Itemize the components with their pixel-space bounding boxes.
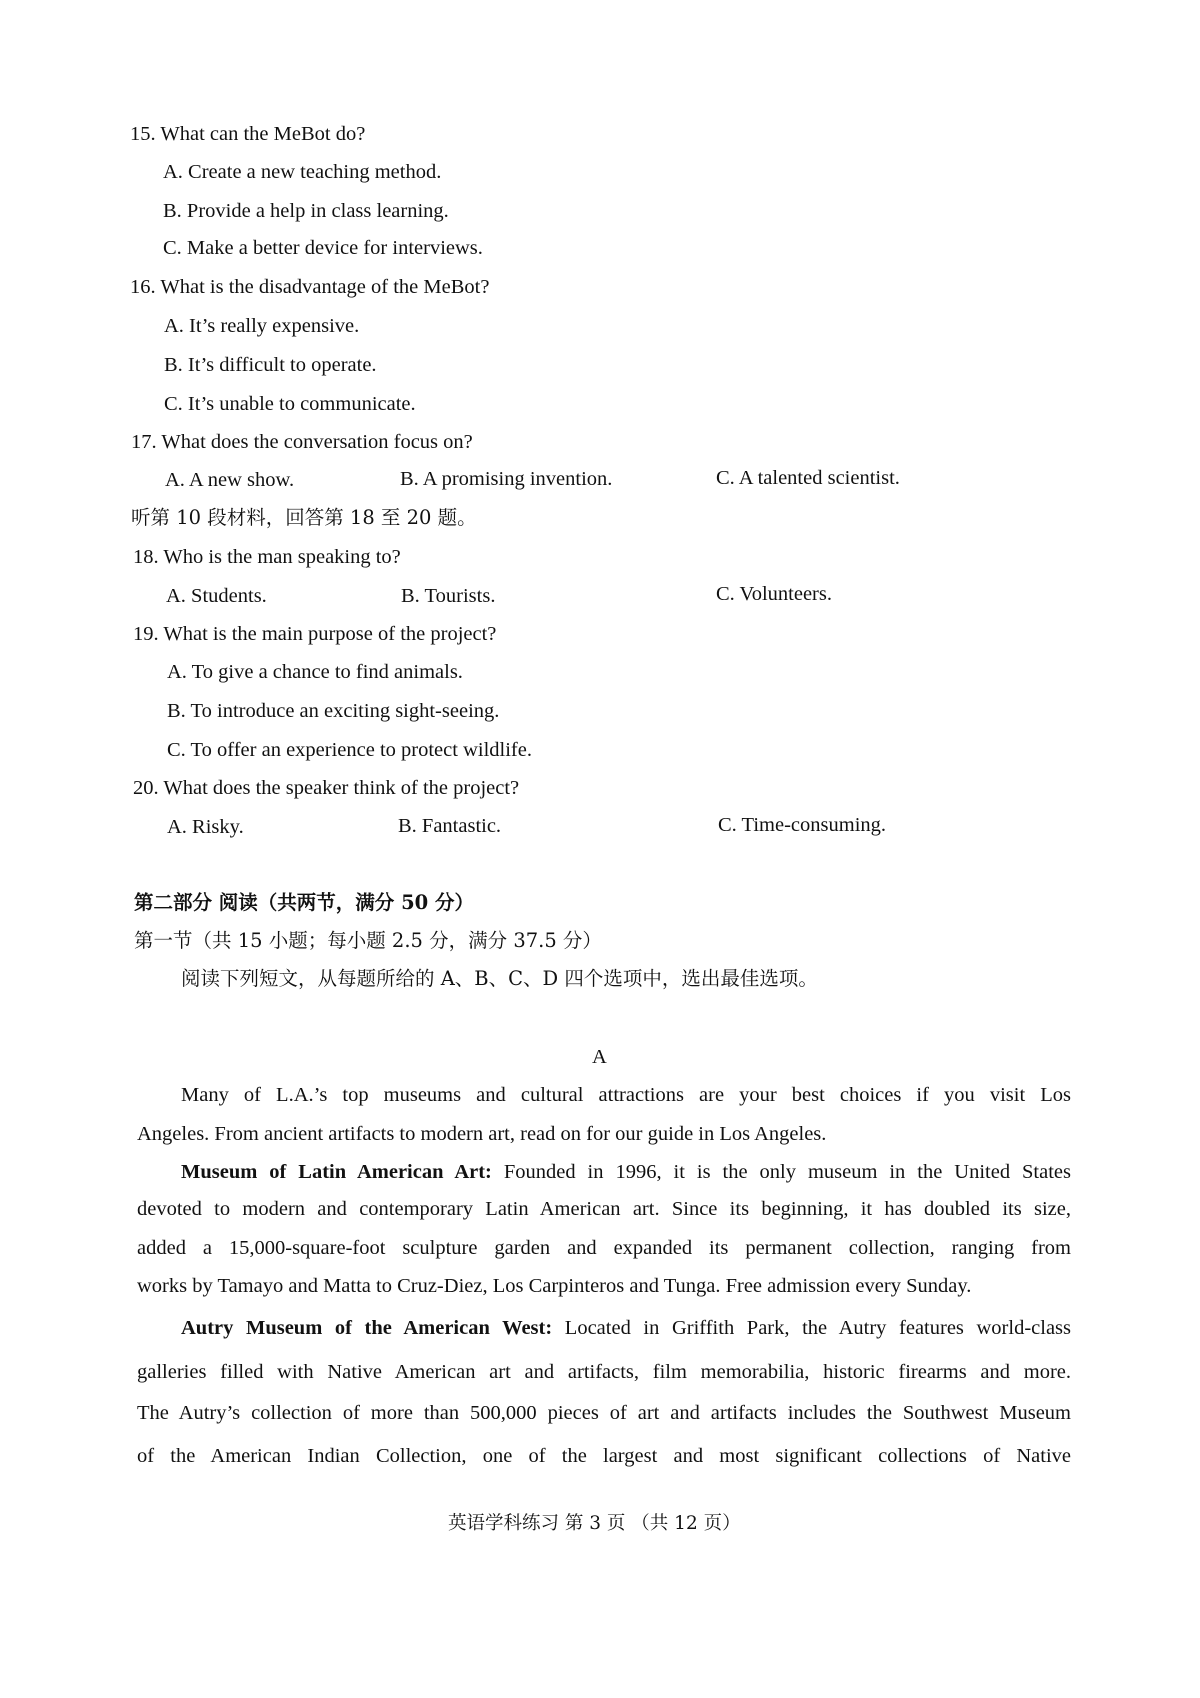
- museum-title: Autry Museum of the American West:: [181, 1317, 553, 1339]
- section-10-instruction: 听第 10 段材料，回答第 18 至 20 题。: [131, 506, 477, 529]
- option: B. To introduce an exciting sight-seeing.: [167, 700, 500, 722]
- option: B. A promising invention.: [400, 468, 613, 490]
- question-17: 17. What does the conversation focus on?: [131, 431, 473, 453]
- question-20: 20. What does the speaker think of the project?: [133, 777, 520, 799]
- passage-text: Located in Griffith Park, the Autry features world-class: [552, 1317, 1072, 1339]
- passage-line: devoted to modern and contemporary Latin American art. Since its beginning, it has doubled its size,: [137, 1198, 1071, 1220]
- option: B. Provide a help in class learning.: [163, 200, 449, 222]
- passage-line: works by Tamayo and Matta to Cruz-Diez, Los Carpinteros and Tunga. Free admission every Sunday.: [137, 1275, 972, 1297]
- question-15: 15. What can the MeBot do?: [130, 123, 366, 145]
- option: C. Volunteers.: [716, 583, 832, 605]
- option: C. A talented scientist.: [716, 467, 900, 489]
- option: C. It’s unable to communicate.: [164, 393, 416, 415]
- passage-line: The Autry’s collection of more than 500,000 pieces of art and artifacts includes the Southwest Museum: [137, 1402, 1071, 1424]
- option: B. It’s difficult to operate.: [164, 354, 377, 376]
- option: C. Time-consuming.: [718, 814, 887, 836]
- option: A. To give a chance to find animals.: [167, 661, 463, 683]
- passage-line: [181, 1316, 1071, 1340]
- option: A. Risky.: [167, 816, 244, 838]
- option: B. Fantastic.: [398, 815, 502, 837]
- option: A. It’s really expensive.: [164, 315, 360, 337]
- part-2-heading: 第二部分 阅读（共两节，满分 50 分）: [134, 891, 475, 914]
- museum-title: Museum of Latin American Art:: [181, 1161, 492, 1183]
- passage-line: galleries filled with Native American art and artifacts, film memorabilia, historic firearms and more.: [137, 1361, 1071, 1383]
- passage-line: of the American Indian Collection, one of the largest and most significant collections of Native: [137, 1445, 1071, 1467]
- option: C. Make a better device for interviews.: [163, 237, 483, 259]
- passage-line: [181, 1160, 1071, 1184]
- page-footer: 英语学科练习 第 3 页 （共 12 页）: [448, 1513, 741, 1534]
- question-16: 16. What is the disadvantage of the MeBot?: [130, 276, 490, 298]
- option: A. Create a new teaching method.: [163, 161, 442, 183]
- passage-line: Angeles. From ancient artifacts to modern art, read on for our guide in Los Angeles.: [137, 1123, 827, 1145]
- passage-line: Many of L.A.’s top museums and cultural attractions are your best choices if you visit Los: [181, 1084, 1071, 1106]
- option: A. Students.: [166, 585, 267, 607]
- section-1-heading: 第一节（共 15 小题；每小题 2.5 分，满分 37.5 分）: [134, 929, 602, 952]
- reading-instruction: 阅读下列短文，从每题所给的 A、B、C、D 四个选项中，选出最佳选项。: [181, 967, 818, 990]
- passage-label: A: [592, 1046, 607, 1068]
- option: B. Tourists.: [401, 585, 496, 607]
- option: C. To offer an experience to protect wildlife.: [167, 739, 532, 761]
- question-19: 19. What is the main purpose of the project?: [133, 623, 497, 645]
- question-18: 18. Who is the man speaking to?: [133, 546, 401, 568]
- option: A. A new show.: [165, 469, 295, 491]
- passage-line: added a 15,000-square-foot sculpture garden and expanded its permanent collection, ranging from: [137, 1237, 1071, 1259]
- passage-text: Founded in 1996, it is the only museum in the United States: [491, 1161, 1071, 1183]
